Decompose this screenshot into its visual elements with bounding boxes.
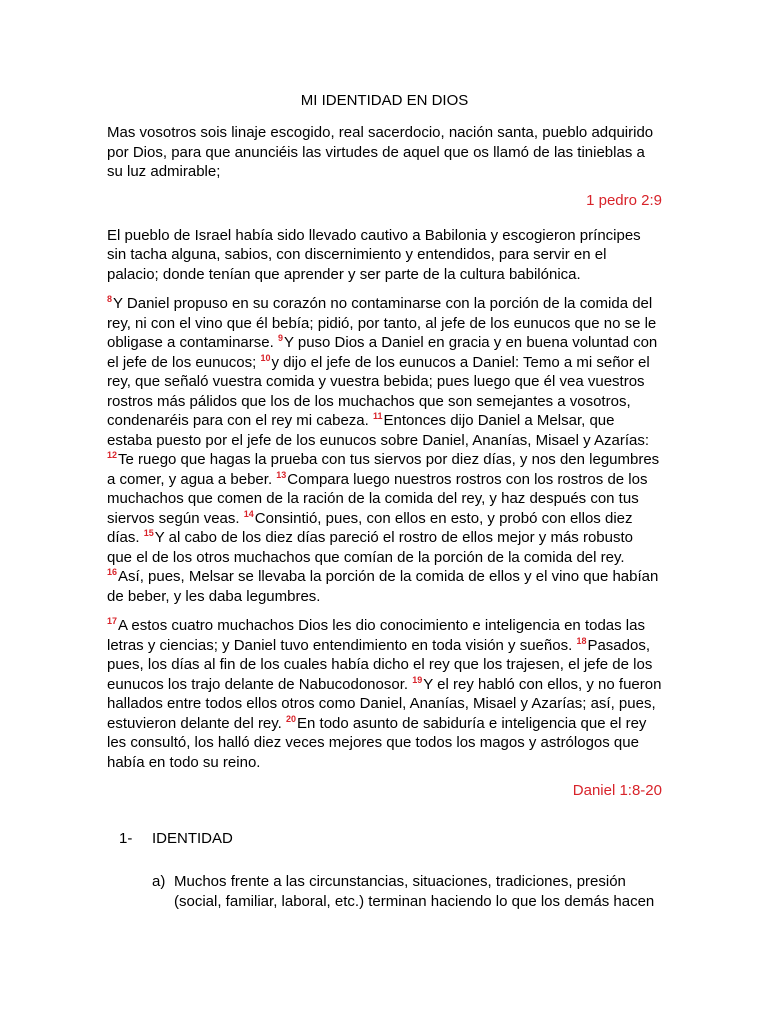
outline-number: 1-: [119, 830, 133, 847]
passage-reference: Daniel 1:8-20: [572, 782, 662, 799]
verse-number: 18: [576, 635, 587, 646]
outline-label: IDENTIDAD: [152, 830, 233, 847]
verse-text: Y el rey habló con ellos, y no fueron hallados entre todos ellos otros como Daniel, Ananías, Misael y Azarías; así, pues, estuvieron delante del rey.: [107, 675, 662, 732]
document-page: [107, 92, 662, 912]
verse-text: Consintió, pues, con ellos en esto, y probó con ellos diez días.: [107, 509, 633, 546]
verse-number: 10: [260, 352, 271, 363]
verse-text: Y puso Dios a Daniel en gracia y en buena voluntad con el jefe de los eunucos;: [107, 334, 658, 371]
passage-paragraph-1: [107, 294, 662, 606]
outline-letter: a): [152, 873, 166, 890]
verse-number: 13: [276, 469, 287, 480]
intro-reference: 1 pedro 2:9: [586, 191, 662, 209]
verse-text: A estos cuatro muchachos Dios les dio conocimiento e inteligencia en todas las letras y ciencias; y Daniel tuvo entendimiento en toda visión y sueños.: [107, 617, 645, 654]
verse-text: Y Daniel propuso en su corazón no contaminarse con la porción de la comida del rey, ni con el vino que él bebía; pidió, por tanto, al jefe de los eunucos que no se le obligase a contaminarse.: [107, 295, 657, 351]
verse-number: 9: [277, 333, 283, 343]
verse-text: y dijo el jefe de los eunucos a Daniel: Temo a mi señor el rey, que señaló vuestra comida y vuestra bebida; pues luego que él vea vuestros rostros más pálidos que los de los muchachos que son semejantes a vosotros, condenaréis para con el rey mi cabeza.: [107, 353, 650, 429]
outline-subitem-text: Muchos frente a las circunstancias, situaciones, tradiciones, presión (social, familiar, laboral, etc.) terminan haciendo lo que los demás hacen: [174, 873, 655, 910]
verse-number: 8: [107, 294, 113, 304]
verse-number: 16: [107, 567, 118, 577]
verse-text: Compara luego nuestros rostros con los rostros de los muchachos que comen de la ración de la comida del rey, y haz después con tus siervos según veas.: [107, 470, 648, 527]
verse-text: En todo asunto de sabiduría e inteligencia que el rey les consultó, los halló diez veces mejores que todos los magos y astrólogos que había en todo su reino.: [107, 714, 647, 771]
outline-subitem-a: [152, 872, 662, 912]
verse-text: Te ruego que hagas la prueba con tus siervos por diez días, y nos den legumbres a comer, y agua a beber.: [107, 451, 660, 488]
passage-paragraph-2: [107, 616, 662, 772]
outline-item-1: [119, 830, 662, 848]
context-paragraph: El pueblo de Israel había sido llevado cautivo a Babilonia y escogieron príncipes sin tacha alguna, sabios, con discernimiento y entendidos, para servir en el palacio; donde tenían que aprender y ser parte de la cultura babilónica.: [107, 226, 641, 283]
verse-text: Entonces dijo Daniel a Melsar, que estaba puesto por el jefe de los eunucos sobre Daniel, Ananías, Misael y Azarías:: [107, 412, 649, 449]
verse-number: 12: [107, 450, 118, 460]
verse-number: 14: [243, 508, 254, 519]
verse-number: 20: [286, 713, 297, 724]
page-title: MI IDENTIDAD EN DIOS: [300, 92, 469, 109]
verse-text: Así, pues, Melsar se llevaba la porción de la comida de ellos y el vino que habían de beber, y les daba legumbres.: [107, 568, 659, 605]
verse-number: 17: [107, 616, 118, 626]
verse-number: 19: [412, 674, 423, 685]
verse-text: Pasados, pues, los días al fin de los cuales había dicho el rey que los trajesen, el jefe de los eunucos los trajo delante de Nabucodonosor.: [107, 636, 653, 693]
intro-verse: Mas vosotros sois linaje escogido, real sacerdocio, nación santa, pueblo adquirido por Dios, para que anunciéis las virtudes de aquel que os llamó de las tinieblas a su luz admirable;: [107, 124, 654, 180]
verse-text: Y al cabo de los diez días pareció el rostro de ellos mejor y más robusto que el de los otros muchachos que comían de la porción de la comida del rey.: [107, 529, 634, 566]
verse-number: 15: [143, 528, 154, 538]
verse-number: 11: [372, 411, 383, 421]
